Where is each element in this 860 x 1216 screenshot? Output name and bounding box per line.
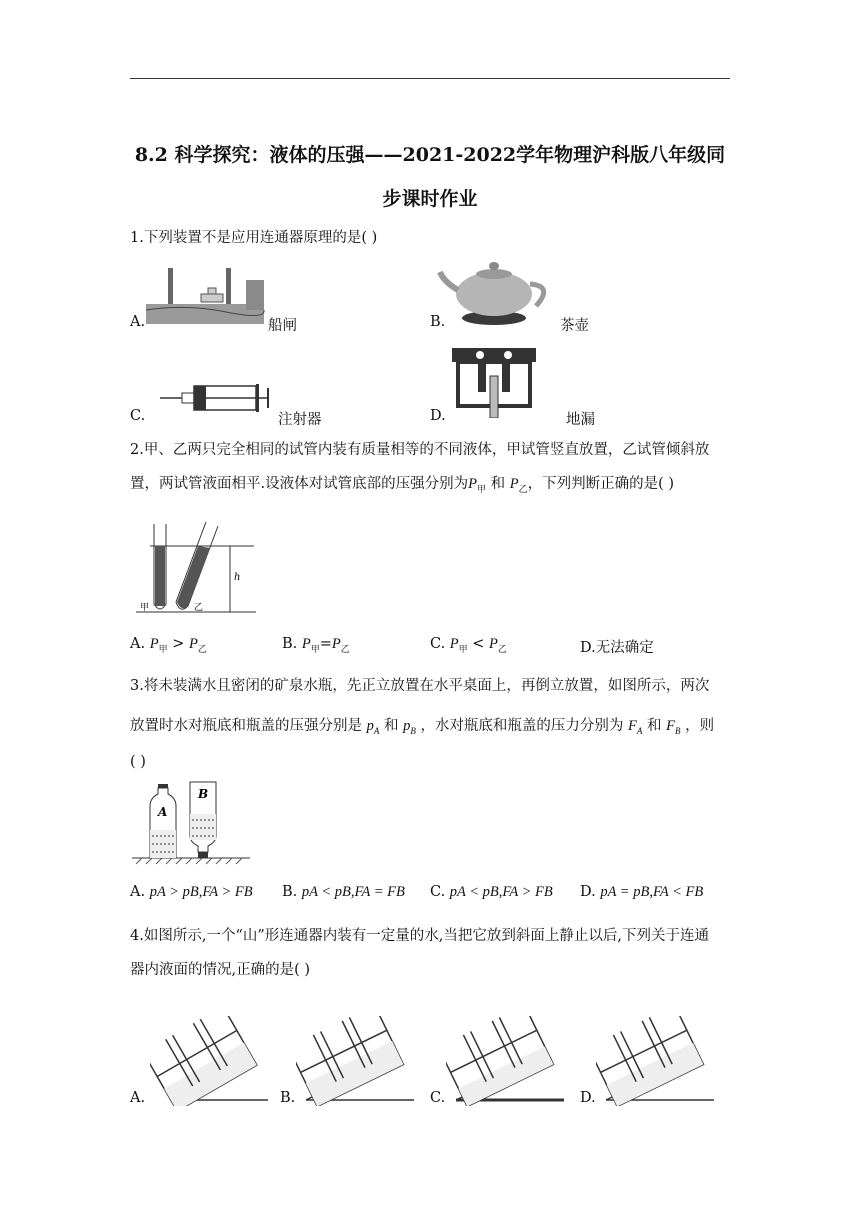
connector-figure-c xyxy=(446,1016,566,1106)
q4-stem-line2: 器内液面的情况,正确的是( ) xyxy=(130,962,311,978)
q4-option-c-letter: C. xyxy=(430,1090,446,1106)
q1-option-a-letter: A. xyxy=(130,314,146,330)
tube-jia-label: 甲 xyxy=(140,603,150,613)
q1-option-d-label: 地漏 xyxy=(566,412,595,428)
q1-option-a-label: 船闸 xyxy=(268,318,297,334)
q2-option-a: A. $P_甲 > P_乙$ xyxy=(130,636,207,655)
floor-drain-figure xyxy=(450,346,540,418)
q3-option-a: A. pA > pB,FA > FB xyxy=(130,884,253,900)
q3-option-b: B. pA < pB,FA = FB xyxy=(282,884,405,900)
q4-stem-line1: 4.如图所示,一个“山”形连通器内装有一定量的水,当把它放到斜面上静止以后,下列关于连通 xyxy=(130,928,709,944)
q2-option-d: D.无法确定 xyxy=(580,640,654,656)
q2-stem-line2: 置，两试管液面相平.设液体对试管底部的压强分别为$P_甲$ 和 $P_乙$，下列判断正确的是( ) xyxy=(130,476,675,495)
bottle-a-label: A xyxy=(158,805,168,819)
height-label: h xyxy=(234,572,241,583)
test-tubes-figure xyxy=(136,518,260,616)
q1-option-d-letter: D. xyxy=(430,408,446,424)
q3-stem-line2: 放置时水对瓶底和瓶盖的压强分别是 $p_A$ 和 $p_B$ ，水对瓶底和瓶盖的压力分别为 $F_A$ 和 $F_B$ ，则 xyxy=(130,718,715,736)
q1-option-b-letter: B. xyxy=(430,314,446,330)
q4-option-b-letter: B. xyxy=(280,1090,296,1106)
q1-option-c-label: 注射器 xyxy=(278,412,322,428)
q1-option-b-label: 茶壶 xyxy=(560,318,589,334)
bottles-figure xyxy=(132,780,252,866)
tube-yi-label: 乙 xyxy=(194,603,204,613)
q3-stem-line3: ( ) xyxy=(130,754,146,770)
syringe-figure xyxy=(160,380,276,416)
teapot-figure xyxy=(436,256,558,328)
q2-option-c: C. $P_甲 < P_乙$ xyxy=(430,636,507,655)
page-title-line1: 8.2 科学探究：液体的压强——2021-2022学年物理沪科版八年级同 xyxy=(134,144,726,166)
q2-option-b: B. $P_甲=P_乙$ xyxy=(282,636,350,655)
connector-figure-b xyxy=(296,1016,416,1106)
q2-stem-line1: 2.甲、乙两只完全相同的试管内装有质量相等的不同液体，甲试管竖直放置，乙试管倾斜放 xyxy=(130,442,710,458)
connector-figure-d xyxy=(596,1016,716,1106)
q4-option-a-letter: A. xyxy=(130,1090,146,1106)
q4-option-d-letter: D. xyxy=(580,1090,596,1106)
q1-option-c-letter: C. xyxy=(130,408,146,424)
q3-option-c: C. pA < pB,FA > FB xyxy=(430,884,553,900)
ship-lock-figure xyxy=(146,266,266,328)
q1-stem: 1.下列装置不是应用连通器原理的是( ) xyxy=(130,230,378,246)
page-title-line2: 步课时作业 xyxy=(382,188,478,210)
q3-stem-line1: 3.将未装满水且密闭的矿泉水瓶，先正立放置在水平桌面上，再倒立放置，如图所示，两次 xyxy=(130,678,710,694)
header-rule xyxy=(130,78,730,79)
bottle-b-label: B xyxy=(198,787,209,801)
q3-option-d: D. pA = pB,FA < FB xyxy=(580,884,704,900)
connector-figure-a xyxy=(150,1016,270,1106)
